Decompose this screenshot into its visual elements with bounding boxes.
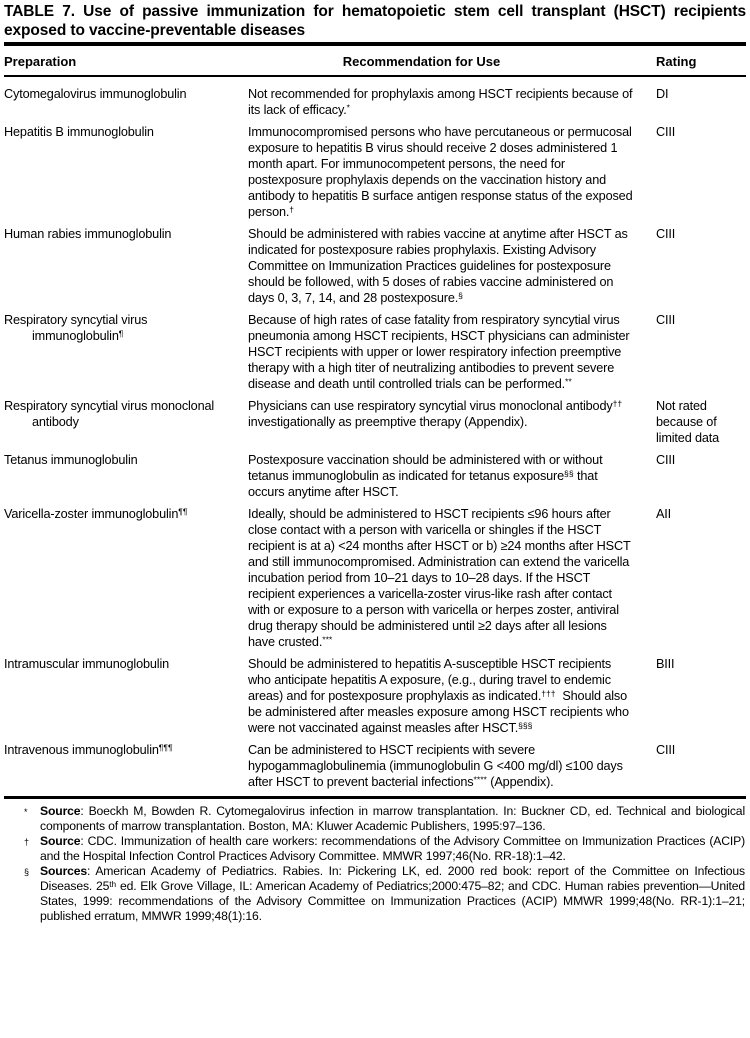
recommendation-cell: Postexposure vaccination should be administered with or without tetanus immunoglobulin as indicated for tetanus exposure§§ that occurs anytime after HSCT. [248, 453, 603, 499]
table-row [4, 742, 746, 790]
preparation-cell: Respiratory syncytial virus immunoglobulin¶ [4, 313, 148, 343]
table-row [4, 226, 746, 306]
preparation-cell: Tetanus immunoglobulin [4, 453, 138, 467]
preparation-cell: Varicella-zoster immunoglobulin¶¶ [4, 506, 188, 521]
footnote [4, 864, 746, 924]
table-row [4, 656, 746, 736]
table-row [4, 506, 746, 650]
preparation-cell: Respiratory syncytial virus monoclonal antibody [4, 399, 215, 429]
table-row [4, 124, 746, 220]
footnote-text: Source: CDC. Immunization of health care workers: recommendations of the Advisory Committee on Immunization Practices (ACIP) and the Hospital Infection Control Practices Advisory Committee. MMWR 1997;46(No. RR-18):1–42. [40, 834, 745, 863]
preparation-cell: Hepatitis B immunoglobulin [4, 125, 154, 139]
table-header-row [4, 46, 746, 75]
preparation-cell: Cytomegalovirus immunoglobulin [4, 87, 187, 101]
preparation-cell: Intravenous immunoglobulin¶¶¶ [4, 742, 173, 757]
rating-cell: DI [656, 87, 669, 101]
footnote-text: Sources: American Academy of Pediatrics. Rabies. In: Pickering LK, ed. 2000 red book: report of the Committee on Infectious Diseases. 25th ed. Elk Grove Village, IL: American Academy of Pediatrics;2000:475–82; and CDC. Human rabies prevention—United States, 1999: recommendations of the Advisory Committee on Immunization Practices (ACIP) MMWR 1999;48(No. RR-1):1–21; published erratum, MMWR 1999;48(1):16. [40, 864, 746, 923]
footnotes-section [4, 799, 746, 924]
rating-cell: CIII [656, 313, 676, 327]
column-header-recommendation: Recommendation for Use [342, 54, 501, 69]
recommendation-cell: Should be administered to hepatitis A-susceptible HSCT recipients who anticipate hepatitis A exposure, (e.g., during travel to endemic areas) and for postexposure prophylaxis as indicated.††† Should also be administered after measles exposure among HSCT recipients who were not vaccinated against measles after HSCT.§§§ [248, 657, 629, 735]
table-row [4, 398, 746, 446]
table-body [4, 77, 746, 790]
recommendation-cell: Not recommended for prophylaxis among HSCT recipients because of its lack of efficacy.* [248, 87, 633, 117]
rating-cell: CIII [656, 453, 676, 467]
table-row [4, 86, 746, 118]
recommendation-cell: Should be administered with rabies vaccine at anytime after HSCT as indicated for postexposure rabies prophylaxis. Existing Advisory Committee on Immunization Practices guidelines for postexposure should be followed, with 5 doses of rabies vaccine administered on days 0, 3, 7, 14, and 28 postexposure.§ [248, 227, 628, 305]
footnote-marker: * [24, 807, 28, 817]
rating-cell: CIII [656, 125, 676, 139]
column-header-preparation: Preparation [4, 54, 77, 69]
footnote-text: Source: Boeckh M, Bowden R. Cytomegalovirus infection in marrow transplantation. In: Buckner CD, ed. Technical and biological components of marrow transplantation. Boston, MA: Kluwer Academic Publishers, 1995:97–136. [40, 804, 745, 833]
preparation-cell: Human rabies immunoglobulin [4, 227, 172, 241]
rating-cell: CIII [656, 743, 676, 757]
footnote [4, 834, 746, 864]
table-row [4, 452, 746, 500]
rating-cell: AII [656, 507, 672, 521]
recommendation-cell: Ideally, should be administered to HSCT recipients ≤96 hours after close contact with a person with varicella or shingles if the HSCT recipient is at a) <24 months after HSCT or b) ≥24 months after HSCT and still immunocompromised. Administration can extend the varicella incubation period from 10–21 days to 10–28 days. If the HSCT recipient experiences a varicella-zoster virus-like rash after contact with or exposure to a person with varicella or herpes zoster, antiviral drug therapy should be administered until ≥2 days after all lesions have crusted.*** [248, 507, 631, 649]
recommendation-cell: Physicians can use respiratory syncytial virus monoclonal antibody†† investigationally as preemptive therapy (Appendix). [248, 398, 623, 429]
recommendation-cell: Because of high rates of case fatality from respiratory syncytial virus pneumonia among HSCT recipients, HSCT physicians can administer HSCT recipients with upper or lower respiratory infection preemptive therapy with a high titer of neutralizing antibodies to prevent severe disease and death until controlled trials can be performed.** [248, 313, 630, 391]
footnote-marker: § [24, 867, 29, 877]
recommendation-cell: Can be administered to HSCT recipients with severe hypogammaglobulinemia (immunoglobulin G <400 mg/dl) ≤100 days after HSCT to prevent bacterial infections**** (Appendix). [248, 743, 623, 789]
table-row [4, 312, 746, 392]
table-title: TABLE 7. Use of passive immunization for hematopoietic stem cell transplant (HSCT) recipients exposed to vaccine-preventable diseases [4, 3, 746, 39]
footnote-marker: † [24, 837, 29, 847]
rating-cell: CIII [656, 227, 676, 241]
rating-cell: Not rated because of limited data [656, 399, 720, 445]
footnote [4, 804, 746, 834]
rating-cell: BIII [656, 657, 675, 671]
preparation-cell: Intramuscular immunoglobulin [4, 657, 170, 671]
column-header-rating: Rating [656, 54, 697, 69]
recommendation-cell: Immunocompromised persons who have percutaneous or permucosal exposure to hepatitis B virus should receive 2 doses administered 1 month apart. For immunocompetent persons, the need for postexposure prophylaxis depends on the vaccination history and antibody to hepatitis B surface antigen response status of the exposed person.† [248, 125, 633, 219]
